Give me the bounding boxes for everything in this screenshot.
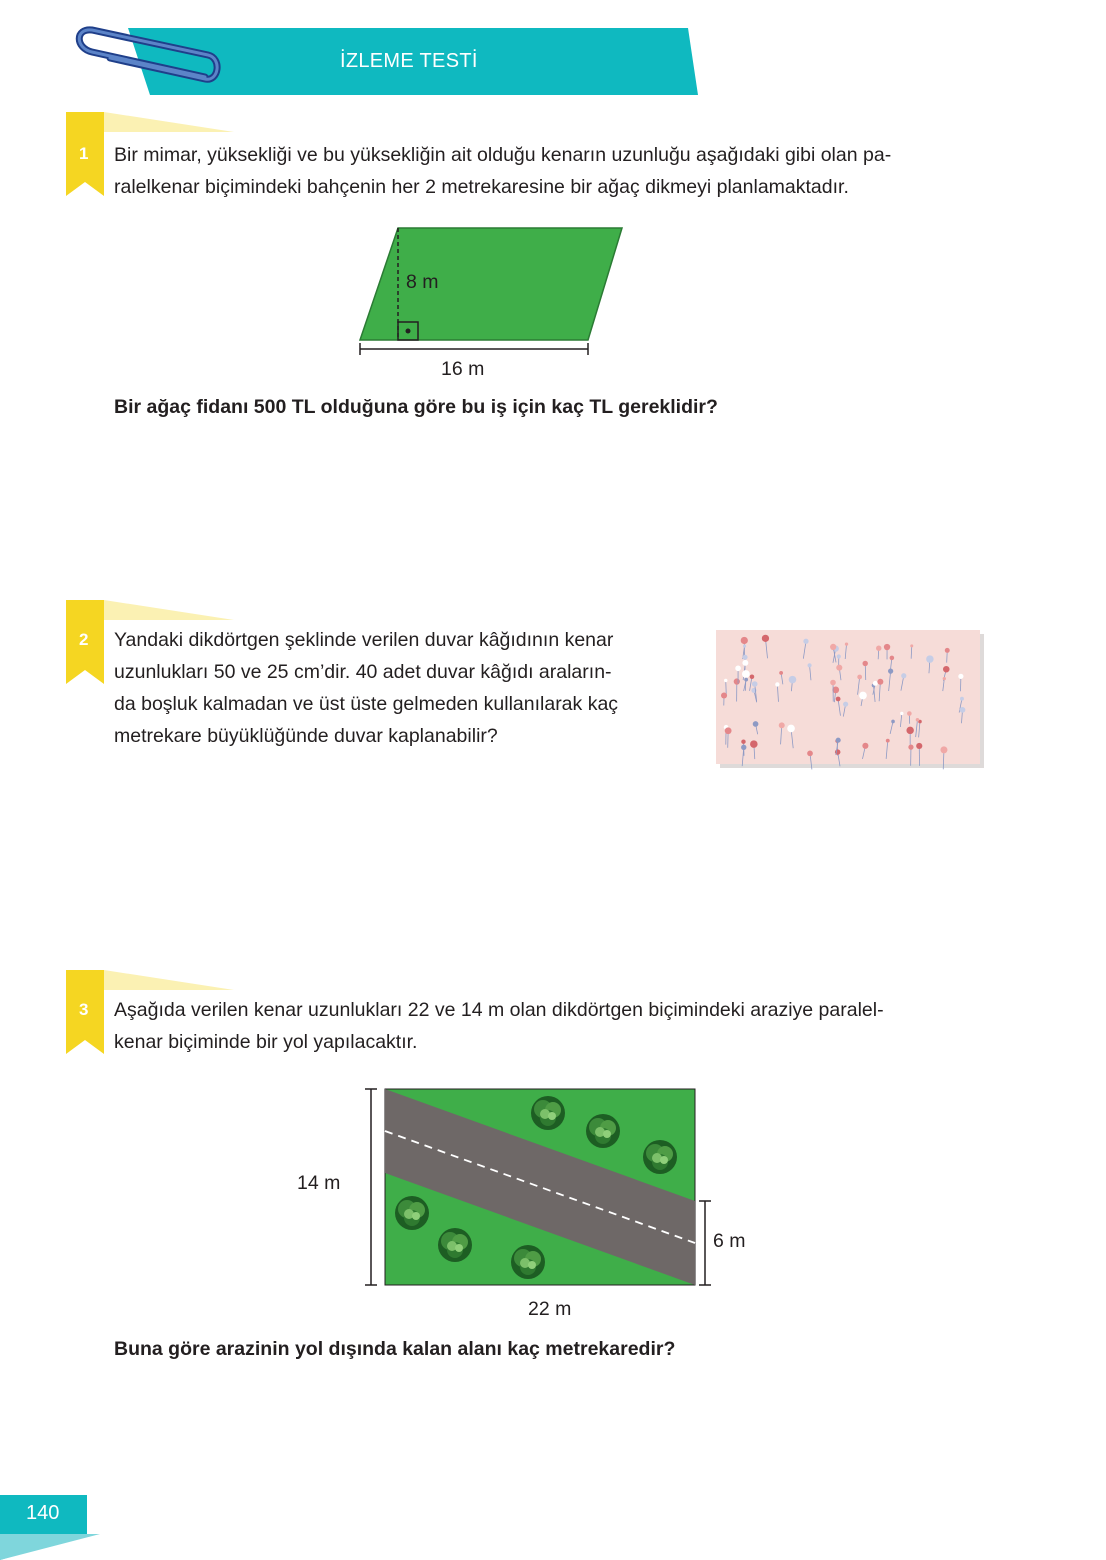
flower-blossom [891, 720, 895, 724]
flower-blossom [836, 697, 841, 702]
flower-blossom [837, 654, 841, 658]
flower-blossom [945, 648, 950, 653]
floral-wallpaper-image [716, 630, 986, 770]
flower-blossom [803, 639, 808, 644]
flower-stem [726, 680, 727, 694]
flower-blossom [916, 743, 922, 749]
parallelogram-figure [340, 220, 640, 360]
flower-blossom [830, 644, 836, 650]
flower-blossom [886, 739, 890, 743]
flower-blossom [779, 671, 783, 675]
flower-blossom [862, 743, 868, 749]
flower-blossom [807, 663, 811, 667]
flower-blossom [901, 673, 906, 678]
tree-icon [438, 1228, 472, 1262]
flower-blossom [940, 746, 947, 753]
flower-blossom [741, 637, 748, 644]
flower-blossom [960, 707, 966, 713]
flower-blossom [906, 727, 913, 734]
flower-blossom [742, 670, 750, 678]
flower-blossom [741, 745, 746, 750]
flower-blossom [845, 642, 848, 645]
flower-blossom [876, 645, 881, 650]
flower-blossom [743, 644, 746, 647]
question-1-line-1: Bir mimar, yüksekliği ve bu yüksekliğin ait olduğu kenarın uzunluğu aşağıdaki gibi olan pa- [114, 144, 892, 166]
flower-blossom [753, 721, 759, 727]
tree-icon [395, 1196, 429, 1230]
tree-icon [643, 1140, 677, 1174]
question-3-line-1: Aşağıda verilen kenar uzunlukları 22 ve 14 m olan dikdörtgen biçimindeki araziye paralel- [114, 999, 884, 1021]
question-1-prompt: Bir ağaç fidanı 500 TL olduğuna göre bu iş için kaç TL gereklidir? [114, 396, 718, 418]
flower-blossom [725, 727, 732, 734]
flower-blossom [787, 725, 795, 733]
question-2-number: 2 [79, 630, 89, 649]
flower-blossom [750, 674, 755, 679]
question-2-text [114, 624, 689, 752]
flower-blossom [859, 692, 867, 700]
question-3-line-2: kenar biçiminde bir yol yapılacaktır. [114, 1031, 418, 1053]
question-3-text [114, 994, 994, 1058]
question-1-text [114, 139, 994, 203]
tree-icon [511, 1245, 545, 1279]
flower-blossom [750, 740, 758, 748]
header-title: İZLEME TESTİ [340, 50, 478, 72]
question-3-number: 3 [79, 1000, 89, 1019]
flower-blossom [943, 666, 950, 673]
flower-blossom [762, 635, 769, 642]
flower-blossom [907, 711, 912, 716]
flower-blossom [836, 665, 842, 671]
right-angle-dot [406, 329, 411, 334]
flower-blossom [741, 739, 745, 743]
flower-blossom [721, 692, 727, 698]
flower-blossom [900, 712, 903, 715]
tree-icon [586, 1114, 620, 1148]
flower-blossom [752, 681, 758, 687]
flower-blossom [779, 722, 785, 728]
tree-icon [531, 1096, 565, 1130]
question-1-line-2: ralelkenar biçimindeki bahçenin her 2 metrekaresine bir ağaç dikmeyi planlamaktadır. [114, 176, 849, 198]
flower-blossom [789, 676, 797, 684]
flower-blossom [943, 677, 946, 680]
flower-blossom [910, 644, 913, 647]
flower-blossom [830, 680, 836, 686]
flower-blossom [734, 678, 740, 684]
flower-blossom [743, 655, 748, 660]
road-width-label: 6 m [713, 1230, 746, 1252]
flower-blossom [807, 750, 813, 756]
question-2-line-2: uzunlukları 50 ve 25 cm’dir. 40 adet duvar kâğıdı araların- [114, 661, 612, 683]
flower-blossom [742, 660, 748, 666]
question-2-line-3: da boşluk kalmadan ve üst üste gelmeden kullanılarak kaç [114, 693, 619, 715]
question-1-number: 1 [79, 144, 89, 163]
flower-blossom [884, 644, 890, 650]
question-2-line-4: metrekare büyüklüğünde duvar kaplanabilir? [114, 725, 498, 747]
flower-blossom [908, 744, 913, 749]
flower-blossom [775, 682, 779, 686]
flower-blossom [890, 656, 895, 661]
parallelogram-base-label: 16 m [441, 358, 485, 380]
flower-blossom [744, 678, 748, 682]
page-number: 140 [26, 1502, 60, 1524]
flower-blossom [958, 674, 963, 679]
field-width-label: 22 m [528, 1298, 572, 1320]
flower-blossom [960, 697, 964, 701]
parallelogram-shape [360, 228, 622, 340]
field-road-figure [360, 1085, 720, 1295]
question-3-prompt: Buna göre arazinin yol dışında kalan alanı kaç metrekaredir? [114, 1338, 676, 1360]
flower-blossom [857, 675, 862, 680]
flower-blossom [873, 681, 878, 686]
parallelogram-height-label: 8 m [406, 271, 439, 293]
field-height-label: 14 m [297, 1172, 341, 1194]
flower-blossom [877, 679, 883, 685]
question-2-line-1: Yandaki dikdörtgen şeklinde verilen duvar kâğıdının kenar [114, 629, 614, 651]
flower-blossom [724, 679, 727, 682]
flower-blossom [735, 665, 741, 671]
flower-blossom [836, 738, 841, 743]
flower-blossom [843, 702, 848, 707]
flower-blossom [862, 661, 867, 666]
flower-blossom [916, 718, 920, 722]
flower-blossom [926, 655, 933, 662]
